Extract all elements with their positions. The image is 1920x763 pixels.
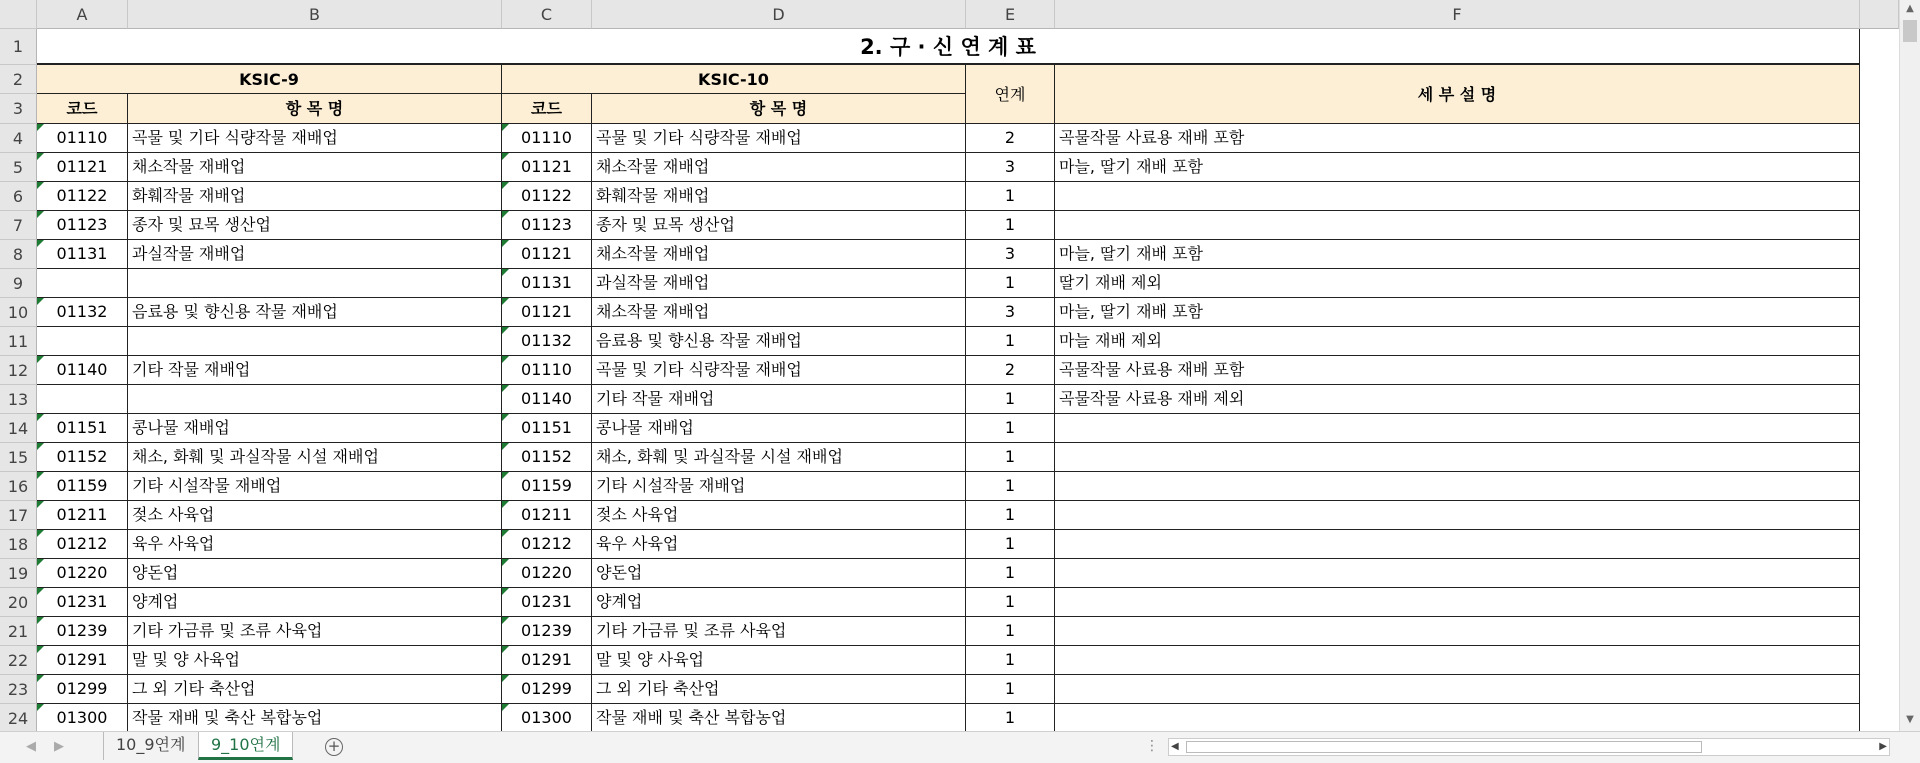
cell-d[interactable]: 채소작물 재배업	[592, 298, 966, 327]
cell-d[interactable]: 종자 및 묘목 생산업	[592, 211, 966, 240]
row-header[interactable]: 8	[0, 240, 37, 269]
cell-c[interactable]: 01159	[502, 472, 592, 501]
cell-b[interactable]: 채소작물 재배업	[128, 153, 502, 182]
header-link[interactable]: 연계	[966, 65, 1055, 124]
row-header[interactable]: 19	[0, 559, 37, 588]
column-header-c[interactable]: C	[502, 0, 592, 29]
cell-c[interactable]: 01231	[502, 588, 592, 617]
horizontal-scrollbar[interactable]	[1168, 738, 1890, 756]
column-header-a[interactable]: A	[37, 0, 128, 29]
cell-e[interactable]: 3	[966, 153, 1055, 182]
cell-e[interactable]: 3	[966, 240, 1055, 269]
scroll-down-icon[interactable]: ▼	[1906, 714, 1914, 725]
cell-a[interactable]	[37, 385, 128, 414]
column-header-blank	[1860, 0, 1899, 29]
cell-f[interactable]: 곡물작물 사료용 재배 포함	[1055, 356, 1860, 385]
cell-a[interactable]: 01212	[37, 530, 128, 559]
cell-b[interactable]: 화훼작물 재배업	[128, 182, 502, 211]
cell-c[interactable]: 01212	[502, 530, 592, 559]
cell-c[interactable]: 01131	[502, 269, 592, 298]
row-header[interactable]: 7	[0, 211, 37, 240]
cell-a[interactable]: 01211	[37, 501, 128, 530]
cell-a[interactable]: 01121	[37, 153, 128, 182]
prev-sheet-icon[interactable]: ◀	[26, 739, 36, 754]
cell-f[interactable]	[1055, 530, 1860, 559]
cell-f[interactable]	[1055, 472, 1860, 501]
cell-e[interactable]: 1	[966, 588, 1055, 617]
horizontal-scroll-thumb[interactable]	[1186, 741, 1702, 753]
row-header[interactable]: 1	[0, 29, 37, 65]
scroll-right-icon[interactable]: ▶	[1879, 741, 1887, 752]
add-sheet-icon[interactable]: +	[325, 738, 343, 756]
scroll-left-icon[interactable]: ◀	[1171, 741, 1179, 752]
cell-a[interactable]: 01152	[37, 443, 128, 472]
cell-e[interactable]: 1	[966, 501, 1055, 530]
row-header[interactable]: 22	[0, 646, 37, 675]
next-sheet-icon[interactable]: ▶	[54, 739, 64, 754]
cell-f[interactable]	[1055, 443, 1860, 472]
cell-e[interactable]: 1	[966, 414, 1055, 443]
cell-a[interactable]: 01131	[37, 240, 128, 269]
cell-f[interactable]	[1055, 617, 1860, 646]
cell-d[interactable]: 양계업	[592, 588, 966, 617]
cell-e[interactable]: 1	[966, 385, 1055, 414]
header-ksic9[interactable]: KSIC-9	[37, 65, 502, 94]
cell-b[interactable]: 과실작물 재배업	[128, 240, 502, 269]
cell-f[interactable]: 마늘, 딸기 재배 포함	[1055, 153, 1860, 182]
cell-a[interactable]	[37, 327, 128, 356]
row-header[interactable]: 4	[0, 124, 37, 153]
cell-c[interactable]: 01121	[502, 240, 592, 269]
cell-e[interactable]: 1	[966, 559, 1055, 588]
cell-e[interactable]: 1	[966, 675, 1055, 704]
header-name-ksic9[interactable]: 항 목 명	[128, 94, 502, 124]
cell-e[interactable]: 1	[966, 443, 1055, 472]
cell-f[interactable]	[1055, 588, 1860, 617]
cell-c[interactable]: 01299	[502, 675, 592, 704]
cell-e[interactable]: 1	[966, 530, 1055, 559]
cell-a[interactable]: 01132	[37, 298, 128, 327]
cell-d[interactable]: 채소작물 재배업	[592, 153, 966, 182]
cell-d[interactable]: 그 외 기타 축산업	[592, 675, 966, 704]
cell-d[interactable]: 화훼작물 재배업	[592, 182, 966, 211]
row-header[interactable]: 21	[0, 617, 37, 646]
column-header-row	[0, 0, 1920, 29]
cell-b[interactable]: 작물 재배 및 축산 복합농업	[128, 704, 502, 731]
cell-e[interactable]: 3	[966, 298, 1055, 327]
row-header[interactable]: 9	[0, 269, 37, 298]
cell-d[interactable]: 작물 재배 및 축산 복합농업	[592, 704, 966, 731]
cell-d[interactable]: 육우 사육업	[592, 530, 966, 559]
cell-b[interactable]: 채소, 화훼 및 과실작물 시설 재배업	[128, 443, 502, 472]
cell-e[interactable]: 2	[966, 356, 1055, 385]
cell-f[interactable]: 곡물작물 사료용 재배 제외	[1055, 385, 1860, 414]
column-header-d[interactable]: D	[592, 0, 966, 29]
cell-c[interactable]: 01152	[502, 443, 592, 472]
cell-e[interactable]: 1	[966, 211, 1055, 240]
cell-c[interactable]: 01122	[502, 182, 592, 211]
cell-f[interactable]	[1055, 211, 1860, 240]
row-header[interactable]: 12	[0, 356, 37, 385]
cell-b[interactable]: 그 외 기타 축산업	[128, 675, 502, 704]
cell-f[interactable]: 마늘 재배 제외	[1055, 327, 1860, 356]
grid-right-margin	[1860, 29, 1899, 731]
spreadsheet-grid[interactable]	[37, 29, 1860, 731]
row-header[interactable]: 14	[0, 414, 37, 443]
cell-e[interactable]: 1	[966, 704, 1055, 731]
cell-b[interactable]	[128, 385, 502, 414]
row-header[interactable]: 13	[0, 385, 37, 414]
cell-c[interactable]: 01300	[502, 704, 592, 731]
cell-e[interactable]: 1	[966, 327, 1055, 356]
cell-b[interactable]: 기타 가금류 및 조류 사육업	[128, 617, 502, 646]
cell-b[interactable]: 양돈업	[128, 559, 502, 588]
row-header[interactable]: 17	[0, 501, 37, 530]
row-header[interactable]: 20	[0, 588, 37, 617]
vertical-scrollbar[interactable]	[1899, 0, 1920, 731]
cell-a[interactable]	[37, 269, 128, 298]
cell-c[interactable]: 01239	[502, 617, 592, 646]
cell-d[interactable]: 곡물 및 기타 식량작물 재배업	[592, 124, 966, 153]
cell-d[interactable]: 말 및 양 사육업	[592, 646, 966, 675]
cell-c[interactable]: 01132	[502, 327, 592, 356]
cell-e[interactable]: 1	[966, 182, 1055, 211]
cell-f[interactable]	[1055, 704, 1860, 731]
cell-d[interactable]: 젖소 사육업	[592, 501, 966, 530]
cell-d[interactable]: 기타 가금류 및 조류 사육업	[592, 617, 966, 646]
row-header[interactable]: 23	[0, 675, 37, 704]
cell-d[interactable]: 채소, 화훼 및 과실작물 시설 재배업	[592, 443, 966, 472]
cell-c[interactable]: 01291	[502, 646, 592, 675]
cell-d[interactable]: 곡물 및 기타 식량작물 재배업	[592, 356, 966, 385]
cell-f[interactable]	[1055, 646, 1860, 675]
column-header-e[interactable]: E	[966, 0, 1055, 29]
cell-c[interactable]: 01220	[502, 559, 592, 588]
cell-a[interactable]: 01123	[37, 211, 128, 240]
cell-b[interactable]: 기타 작물 재배업	[128, 356, 502, 385]
tab-splitter-icon[interactable]: ⋮	[1145, 738, 1159, 754]
cell-f[interactable]: 딸기 재배 제외	[1055, 269, 1860, 298]
cell-b[interactable]	[128, 269, 502, 298]
cell-f[interactable]	[1055, 501, 1860, 530]
cell-c[interactable]: 01121	[502, 153, 592, 182]
cell-a[interactable]: 01151	[37, 414, 128, 443]
cell-c[interactable]: 01140	[502, 385, 592, 414]
header-ksic10[interactable]: KSIC-10	[502, 65, 966, 94]
cell-b[interactable]: 말 및 양 사육업	[128, 646, 502, 675]
cell-b[interactable]: 젖소 사육업	[128, 501, 502, 530]
cell-c[interactable]: 01110	[502, 356, 592, 385]
header-code-ksic10[interactable]: 코드	[502, 94, 592, 124]
scroll-up-icon[interactable]: ▲	[1906, 3, 1914, 14]
cell-a[interactable]: 01140	[37, 356, 128, 385]
cell-c[interactable]: 01211	[502, 501, 592, 530]
cell-e[interactable]: 1	[966, 617, 1055, 646]
row-header[interactable]: 15	[0, 443, 37, 472]
row-header[interactable]: 3	[0, 94, 37, 124]
column-header-f[interactable]: F	[1055, 0, 1860, 29]
cell-b[interactable]: 음료용 및 향신용 작물 재배업	[128, 298, 502, 327]
sheet-tab-bar	[0, 731, 1920, 763]
cell-f[interactable]	[1055, 559, 1860, 588]
cell-b[interactable]: 콩나물 재배업	[128, 414, 502, 443]
cell-b[interactable]: 종자 및 묘목 생산업	[128, 211, 502, 240]
row-header[interactable]: 10	[0, 298, 37, 327]
row-header[interactable]: 5	[0, 153, 37, 182]
vertical-scroll-thumb[interactable]	[1903, 20, 1917, 42]
cell-a[interactable]: 01231	[37, 588, 128, 617]
cell-f[interactable]: 마늘, 딸기 재배 포함	[1055, 298, 1860, 327]
row-header[interactable]: 24	[0, 704, 37, 733]
cell-b[interactable]: 양계업	[128, 588, 502, 617]
cell-d[interactable]: 기타 작물 재배업	[592, 385, 966, 414]
cell-a[interactable]: 01159	[37, 472, 128, 501]
cell-d[interactable]: 음료용 및 향신용 작물 재배업	[592, 327, 966, 356]
header-code-ksic9[interactable]: 코드	[37, 94, 128, 124]
cell-a[interactable]: 01220	[37, 559, 128, 588]
cell-f[interactable]	[1055, 182, 1860, 211]
cell-c[interactable]: 01110	[502, 124, 592, 153]
row-header[interactable]: 11	[0, 327, 37, 356]
cell-b[interactable]: 육우 사육업	[128, 530, 502, 559]
cell-b[interactable]: 기타 시설작물 재배업	[128, 472, 502, 501]
sheet-tab-9-10[interactable]: 9_10연계	[198, 732, 293, 760]
cell-c[interactable]: 01121	[502, 298, 592, 327]
row-header[interactable]: 16	[0, 472, 37, 501]
cell-c[interactable]: 01123	[502, 211, 592, 240]
cell-d[interactable]: 기타 시설작물 재배업	[592, 472, 966, 501]
sheet-title[interactable]: 2. 구 · 신 연 계 표	[37, 29, 1860, 65]
cell-e[interactable]: 1	[966, 269, 1055, 298]
cell-b[interactable]: 곡물 및 기타 식량작물 재배업	[128, 124, 502, 153]
row-header[interactable]: 2	[0, 65, 37, 94]
cell-e[interactable]: 1	[966, 472, 1055, 501]
cell-b[interactable]	[128, 327, 502, 356]
cell-d[interactable]: 과실작물 재배업	[592, 269, 966, 298]
cell-d[interactable]: 양돈업	[592, 559, 966, 588]
cell-e[interactable]: 2	[966, 124, 1055, 153]
column-header-b[interactable]: B	[128, 0, 502, 29]
cell-f[interactable]: 마늘, 딸기 재배 포함	[1055, 240, 1860, 269]
row-header[interactable]: 18	[0, 530, 37, 559]
cell-a[interactable]: 01122	[37, 182, 128, 211]
cell-d[interactable]: 콩나물 재배업	[592, 414, 966, 443]
cell-a[interactable]: 01239	[37, 617, 128, 646]
cell-a[interactable]: 01300	[37, 704, 128, 731]
sheet-tab-10-9[interactable]: 10_9연계	[103, 732, 197, 760]
cell-c[interactable]: 01151	[502, 414, 592, 443]
cell-f[interactable]: 곡물작물 사료용 재배 포함	[1055, 124, 1860, 153]
cell-a[interactable]: 01291	[37, 646, 128, 675]
header-name-ksic10[interactable]: 항 목 명	[592, 94, 966, 124]
cell-a[interactable]: 01110	[37, 124, 128, 153]
cell-f[interactable]	[1055, 414, 1860, 443]
cell-a[interactable]: 01299	[37, 675, 128, 704]
cell-f[interactable]	[1055, 675, 1860, 704]
cell-e[interactable]: 1	[966, 646, 1055, 675]
cell-d[interactable]: 채소작물 재배업	[592, 240, 966, 269]
select-all-corner[interactable]	[0, 0, 37, 29]
header-detail[interactable]: 세 부 설 명	[1055, 65, 1860, 124]
row-header[interactable]: 6	[0, 182, 37, 211]
